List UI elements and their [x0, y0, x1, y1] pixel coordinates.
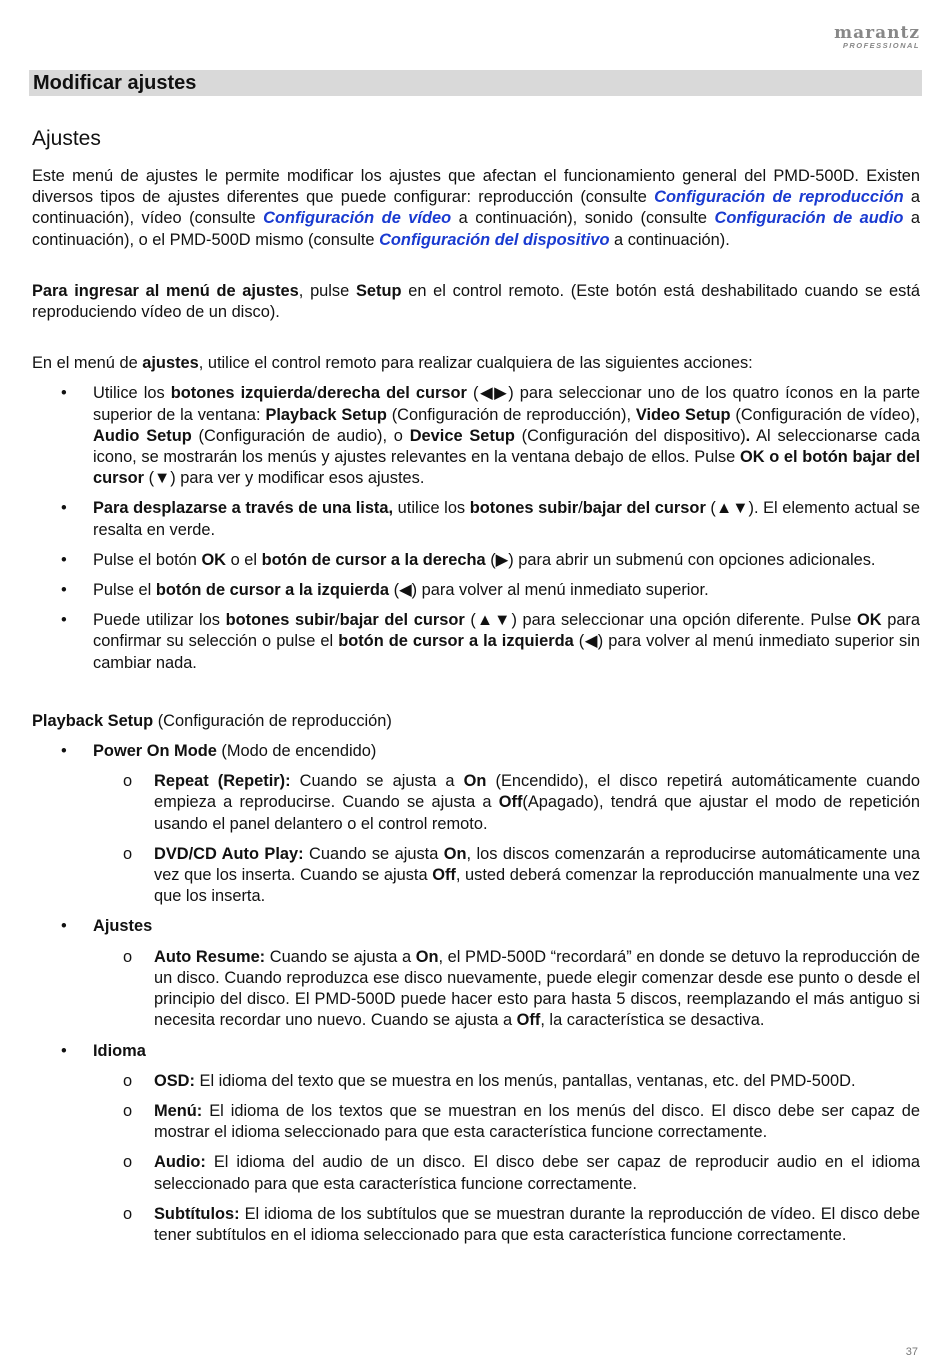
- action-2-text-0: Pulse el botón: [93, 550, 202, 569]
- list-item: [32, 550, 920, 571]
- playback-setup-heading: [32, 711, 920, 732]
- logo-subtitle: PROFESSIONAL: [842, 41, 920, 50]
- sub-list: [32, 771, 920, 907]
- action-3-bold-1: botón de cursor a la izquierda: [155, 581, 390, 600]
- enter-bold-1: Para ingresar al menú de ajustes: [32, 281, 299, 300]
- playback-item-0-text-1: (Modo de encendido): [216, 742, 377, 761]
- playback-item-0-sub-0-text-5: (Apagado), tendrá que ajustar el modo de repetición usando el panel delantero o el control remoto.: [154, 793, 920, 833]
- action-0-text-10: (Configuración de audio), o: [191, 426, 410, 445]
- link-audio-setup[interactable]: Configuración de audio: [714, 209, 904, 228]
- page-content: [32, 124, 920, 1246]
- playback-item-0-sub-1-bold-2: On: [443, 844, 467, 863]
- playback-item-0-sub-0-bold-2: On: [463, 772, 487, 791]
- playback-item-0-sub-1-bold-0: DVD/CD Auto Play:: [154, 844, 304, 863]
- action-0-bold-11: Device Setup: [409, 426, 515, 445]
- list-item: [32, 383, 920, 489]
- action-0-text-8: (Configuración de vídeo),: [730, 405, 920, 424]
- action-3-text-0: Pulse el: [93, 581, 156, 600]
- playback-setup-text: (Configuración de reproducción): [153, 711, 392, 730]
- list-item: [32, 741, 920, 907]
- heading-ajustes: Ajustes: [32, 127, 101, 150]
- link-playback-setup[interactable]: Configuración de reproducción: [654, 188, 904, 207]
- action-0-bold-3: derecha del cursor: [317, 384, 467, 403]
- enter-text-1: , pulse: [298, 281, 356, 300]
- playback-item-1-sub-0-bold-4: Off: [516, 1011, 541, 1030]
- playback-item-0-sub-0-bold-4: Off: [498, 793, 523, 812]
- action-1-bold-2: botones subir: [469, 499, 579, 518]
- action-0-text-14: Al seleccionarse cada icono, se mostrarán los menús y ajustes relevantes en la ventana debajo de ellos. Pulse: [93, 426, 920, 467]
- playback-item-0-bold-0: Power On Mode: [93, 742, 217, 761]
- action-4-text-6: para confirmar su selección o pulse el: [93, 611, 921, 651]
- action-1-text-1: utilice los: [393, 499, 470, 518]
- playback-item-2-sub-3-bold-0: Subtítulos:: [154, 1204, 240, 1223]
- playback-item-1-sub-0-text-5: , la característica se desactiva.: [540, 1011, 765, 1030]
- list-item: [32, 1041, 920, 1247]
- action-3-text-2: (◀) para volver al menú inmediato superior.: [389, 581, 709, 600]
- list-item: [32, 916, 920, 1031]
- playback-item-0-sub-0-bold-0: Repeat (Repetir):: [154, 772, 291, 791]
- action-0-text-16: (▼) para ver y modificar esos ajustes.: [144, 469, 425, 488]
- list-item: [32, 580, 920, 601]
- section-title: Modificar ajustes: [33, 72, 197, 94]
- action-0-bold-5: Playback Setup: [265, 405, 387, 424]
- enter-text-2: en el control remoto. (Este botón está deshabilitado cuando se está reproduciendo vídeo de un disco).: [32, 281, 920, 322]
- section-title-bar: [29, 70, 922, 96]
- action-4-bold-5: OK: [856, 611, 882, 630]
- action-0-text-12: (Configuración del dispositivo): [514, 426, 746, 445]
- sub-list: [32, 947, 920, 1032]
- action-4-text-8: (◀) para volver al menú inmediato superior sin cambiar nada.: [93, 632, 920, 672]
- menu-intro-bold: ajustes: [142, 354, 199, 373]
- playback-item-1-sub-0-text-1: Cuando se ajusta a: [265, 947, 416, 966]
- intro-text-5: a continuación).: [609, 230, 730, 249]
- action-1-bold-0: Para desplazarse a través de una lista,: [93, 499, 394, 518]
- playback-item-0-sub-1-text-5: , usted deberá comenzar la reproducción manualmente una vez que los inserta.: [154, 866, 920, 906]
- action-4-bold-7: botón de cursor a la izquierda: [338, 632, 574, 651]
- action-1-bold-4: bajar del cursor: [582, 499, 706, 518]
- intro-text-3: a continuación), sonido (consulte: [451, 209, 715, 228]
- list-item: [32, 771, 920, 835]
- intro-text-4: a continuación), o el PMD-500D mismo (consulte: [32, 209, 920, 249]
- action-1-text-3: /: [578, 499, 583, 518]
- action-2-text-2: o el: [226, 550, 262, 569]
- list-item: [32, 1152, 920, 1194]
- playback-item-1-sub-0-bold-0: Auto Resume:: [154, 947, 266, 966]
- playback-item-0-sub-1-text-1: Cuando se ajusta: [303, 844, 444, 863]
- playback-item-2-sub-0-text-1: El idioma del texto que se muestra en los menús, pantallas, ventanas, etc. del PMD-500D.: [194, 1071, 856, 1090]
- playback-item-0-sub-0-text-1: Cuando se ajusta a: [290, 772, 464, 791]
- action-4-text-4: (▲▼) para seleccionar una opción diferente. Pulse: [464, 611, 857, 630]
- action-0-bold-1: botones izquierda: [170, 384, 313, 403]
- action-0-bold-15: OK o el botón bajar del cursor: [93, 448, 920, 488]
- action-2-bold-1: OK: [201, 550, 227, 569]
- playback-item-2-sub-2-bold-0: Audio:: [154, 1153, 206, 1172]
- playback-item-0-sub-1-bold-4: Off: [432, 866, 456, 885]
- intro-text-2: a continuación), vídeo (consulte: [32, 188, 920, 228]
- playback-item-2-sub-2-text-1: El idioma del audio de un disco. El disco debe ser capaz de reproducir audio en el idioma seleccionado para que esta característica funcione correctamente.: [154, 1153, 920, 1193]
- enter-menu-paragraph: [32, 281, 920, 323]
- action-1-text-5: (▲▼). El elemento actual se resalta en verde.: [93, 499, 920, 539]
- intro-paragraph: [32, 166, 920, 251]
- menu-intro-text-2: , utilice el control remoto para realizar cualquiera de las siguientes acciones:: [198, 354, 753, 373]
- sub-list: [32, 1071, 920, 1246]
- menu-intro-text-1: En el menú de: [32, 354, 143, 373]
- list-item: [32, 947, 920, 1032]
- playback-item-2-sub-1-text-1: El idioma de los textos que se muestran en los menús del disco. El disco debe ser capaz de mostrar el idioma seleccionado para que esta característica funcione correctamente.: [154, 1101, 920, 1142]
- menu-intro-paragraph: [32, 353, 920, 374]
- action-2-text-4: (▶) para abrir un submenú con opciones adicionales.: [485, 550, 876, 569]
- page-number: 37: [905, 1346, 918, 1358]
- action-2-bold-3: botón de cursor a la derecha: [261, 550, 486, 569]
- actions-list: [32, 383, 920, 673]
- playback-item-1-bold-0: Ajustes: [93, 917, 153, 936]
- action-0-text-4: (◀▶) para seleccionar uno de los quatro íconos en la parte superior de la ventana:: [93, 384, 920, 424]
- list-item: [32, 1101, 920, 1143]
- action-4-bold-3: bajar del cursor: [339, 611, 465, 630]
- action-4-bold-1: botones subir: [225, 611, 336, 630]
- action-4-text-0: Puede utilizar los: [93, 611, 226, 630]
- playback-item-1-sub-0-text-3: , el PMD-500D “recordará” en donde se detuvo la reproducción de un disco. Cuando reproduzca ese disco nuevamente, puede elegir comenzar desde ese punto o desde el principio del disco. El PMD-500D puede hacer esto para hasta 5 discos, reemplazando el más antiguo si necesita recordar uno nuevo. Cuando se ajusta a: [154, 947, 920, 1030]
- playback-item-2-bold-0: Idioma: [93, 1041, 146, 1060]
- link-video-setup[interactable]: Configuración de vídeo: [263, 209, 452, 228]
- action-0-text-2: /: [312, 384, 318, 403]
- action-0-bold-9: Audio Setup: [93, 426, 192, 445]
- list-item: [32, 844, 920, 908]
- playback-item-2-sub-3-text-1: El idioma de los subtítulos que se muestran durante la reproducción de vídeo. El disco debe tener subtítulos en el idioma seleccionado para que esta característica funcione correctamente.: [154, 1204, 920, 1244]
- action-4-text-2: /: [335, 611, 340, 630]
- action-0-text-6: (Configuración de reproducción),: [386, 405, 636, 424]
- playback-item-2-sub-1-bold-0: Menú:: [154, 1101, 203, 1120]
- list-item: [32, 498, 920, 540]
- action-0-text-0: Utilice los: [93, 384, 171, 403]
- enter-bold-2: Setup: [355, 281, 402, 300]
- playback-item-0-sub-1-text-3: , los discos comenzarán a reproducirse automáticamente una vez que los inserta. Cuando se ajusta: [154, 844, 920, 885]
- list-item: [32, 1204, 920, 1246]
- intro-text-1: Este menú de ajustes le permite modificar los ajustes que afectan el funcionamiento general del PMD-500D. Existen diversos tipos de ajustes diferentes que puede configurar: reproducción (consulte: [32, 167, 920, 207]
- link-device-setup[interactable]: Configuración del dispositivo: [379, 230, 610, 249]
- action-0-bold-13: .: [745, 426, 751, 445]
- playback-item-2-sub-0-bold-0: OSD:: [154, 1071, 195, 1090]
- playback-list: [32, 741, 920, 1246]
- logo-brand: marantz: [834, 23, 920, 43]
- playback-item-1-sub-0-bold-2: On: [415, 947, 439, 966]
- playback-item-0-sub-0-text-3: (Encendido), el disco repetirá automáticamente cuando empieza a reproducirse. Cuando se ajusta a: [154, 772, 920, 812]
- playback-setup-bold: Playback Setup: [32, 711, 154, 730]
- list-item: [32, 610, 920, 674]
- list-item: [32, 1071, 920, 1092]
- marantz-logo: [834, 25, 920, 50]
- action-0-bold-7: Video Setup: [635, 405, 731, 424]
